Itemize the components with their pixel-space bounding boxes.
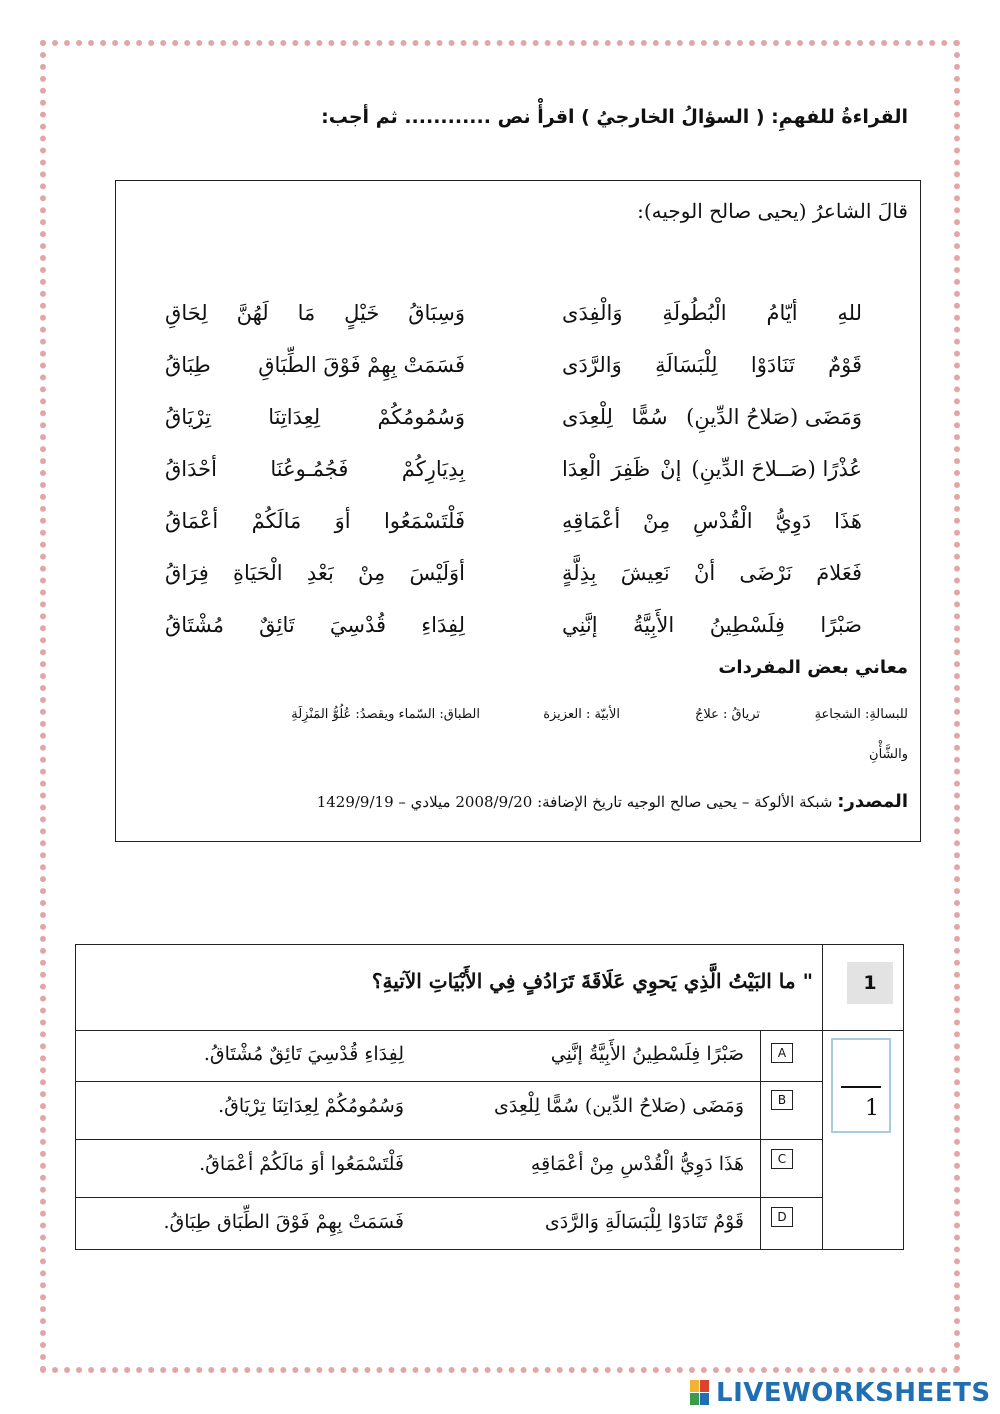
liveworksheets-footer[interactable] [690,1376,991,1410]
verse-word: فِلَسْطِينُ [709,613,785,637]
verse-word: مَالَكُمْ [251,509,302,533]
verse-word: تَنَادَوْا [750,353,795,377]
verse-word: الْبُطُولَةِ [662,301,727,325]
verse-word: دَوِيُّ [775,509,812,533]
verse-row [116,447,920,491]
option-d[interactable] [76,1199,760,1255]
verse-word: خَيْلٍ [344,301,380,325]
verse-hemistich-second [165,447,465,491]
verse-hemistich-second [165,291,465,335]
verse-word: لِحَاقِ [165,301,208,325]
verse-word: الأَبِيَّةُ [632,613,675,637]
verse-word: وَمَضَى (صَلاحُ الدِّينِ) [686,405,862,429]
verse-row [116,343,920,387]
verse-hemistich-second [165,499,465,543]
option-b-checkbox[interactable]: B [771,1090,793,1110]
verse-word: أيّامُ [766,301,798,325]
option-hemistich-1: وَمَضَى (صَلاحُ الدِّين) سُمًّا لِلْعِدَى [494,1095,744,1117]
verse-word: أعْمَاقُ [165,509,219,533]
verse-hemistich-second [165,551,465,595]
verse-row [116,499,920,543]
verse-word: وَالرَّدَى [562,353,622,377]
verse-row [116,395,920,439]
verse-word: إنْ [660,457,682,481]
option-a-checkbox[interactable]: A [771,1043,793,1063]
verse-word: لِعِدَاتِنَا [268,405,321,429]
verse-hemistich-first [562,551,862,595]
verse-word: وَسِبَاقُ [408,301,465,325]
verse-hemistich-second [165,343,465,387]
liveworksheets-brand: LIVEWORKSHEETS [716,1378,991,1408]
verse-word: تِرْيَاقُ [165,405,211,429]
verse-word: مُشْتَاقُ [165,613,225,637]
verse-word: سُمًّا [631,405,668,429]
verse-hemistich-first [562,395,862,439]
verse-word: بِذِلَّةٍ [562,561,597,585]
meaning-item: الأبيّة : العزيزة [543,707,620,722]
verse-word: قَوْمٌ [828,353,862,377]
option-hemistich-2: فَسَمَتْ بِهِمْ فَوْقَ الطِّبَاق طِبَاقُ. [163,1211,404,1233]
verse-word: ظَفِرَ [611,457,651,481]
verse-word: عُذْرًا (صَــلاحَ الدِّينِ) [691,457,862,481]
verse-word: لِفِدَاءِ [421,613,465,637]
verse-word: بِدِيَارِكُمْ [401,457,465,481]
verse-word: فَسَمَتْ بِهِمْ فَوْقَ الطِّبَاقِ [258,353,465,377]
verse-word: الْعِدَا [562,457,602,481]
verse-word: تَائِقٌ [259,613,295,637]
verse-word: مِنْ [643,509,671,533]
verse-word: فَلْتَسْمَعُوا [383,509,465,533]
verse-word: فَجُمُـوعُنَا [270,457,349,481]
verse-word: مَا [297,301,316,325]
score-box [831,1038,891,1133]
verse-hemistich-first [562,291,862,335]
verse-word: نَرْضَى [739,561,793,585]
verse-word: فِرَاقُ [165,561,209,585]
verse-hemistich-second [165,395,465,439]
verse-word: فَعَلامَ [816,561,862,585]
verse-word: أعْمَاقِهِ [562,509,621,533]
source-label: المصدر: [837,791,908,812]
verse-hemistich-first [562,499,862,543]
option-c-checkbox[interactable]: C [771,1149,793,1169]
verse-row [116,291,920,335]
verse-word: بَعْدِ [306,561,334,585]
meaning-item: ترياقُ : علاجُ [694,707,760,722]
table-divider [76,1139,822,1140]
verse-word: الْحَيَاةِ [233,561,283,585]
option-b[interactable] [76,1083,760,1139]
verse-word: لِلْعِدَى [562,405,613,429]
verse-word: وَسُمُومُكُمْ [377,405,465,429]
option-hemistich-1: هَذَا دَوِيُّ الْقُدْسِ مِنْ أعْمَاقِهِ [530,1153,744,1175]
score-value: 1 [865,1096,879,1121]
verse-hemistich-first [562,603,862,647]
option-hemistich-2: فَلْتَسْمَعُوا أوَ مَالَكُمْ أعْمَاقُ. [199,1153,404,1175]
verse-word: الْقُدْسِ [693,509,753,533]
option-d-checkbox[interactable]: D [771,1207,793,1227]
verse-word: أحْدَاقُ [165,457,217,481]
source-line [317,791,908,812]
verse-row [116,603,920,647]
verse-word: مِنْ [358,561,386,585]
score-fraction-line [841,1086,881,1088]
verse-word: أنْ [693,561,716,585]
verse-hemistich-first [562,343,862,387]
poet-intro: قالَ الشاعرُ (يحيى صالح الوجيه): [637,199,908,223]
verse-word: هَذَا [834,509,862,533]
verse-word: إنَّنِي [562,613,598,637]
verse-word: طِبَاقُ [165,353,211,377]
liveworksheets-logo-icon [690,1380,710,1406]
question-text: " ما البَيْتُ الَّذِي يَحوِي عَلَاقَةَ تَرَادُفٍ فِي الأَبْيَاتِ الآتيةِ؟ [371,969,813,993]
source-text: شبكة الألوكة – يحيى صالح الوجيه تاريخ الإضافة: 2008/9/20 ميلادي – 1429/9/19 [316,793,833,811]
verse-row [116,551,920,595]
verse-word: قُدْسِيَ [329,613,387,637]
option-a[interactable] [76,1031,760,1087]
meaning-item: للبسالةِ: الشجاعةِ [814,707,908,722]
verse-word: لَهُنَّ [236,301,269,325]
question-table [75,944,904,1250]
option-hemistich-1: قَوْمٌ تَنَادَوْا لِلْبَسَالَةِ وَالرَّدَى [544,1211,744,1233]
verse-word: أوَ [334,509,351,533]
verse-hemistich-second [165,603,465,647]
option-hemistich-1: صَبْرًا فِلَسْطِينُ الأَبِيَّةُ إنَّنِي [550,1043,744,1065]
table-divider [760,1031,761,1249]
table-divider [76,1197,822,1198]
verse-word: لِلْبَسَالَةِ [655,353,718,377]
option-c[interactable] [76,1141,760,1197]
option-hemistich-2: وَسُمُومُكُمْ لِعِدَاتِنَا تِرْيَاقُ. [218,1095,404,1117]
verse-word: نَعِيشَ [620,561,670,585]
verse-word: صَبْرًا [820,613,862,637]
verse-word: وَالْفِدَى [562,301,623,325]
verse-word: للهِ [837,301,862,325]
verse-hemistich-first [562,447,862,491]
meaning-continuation: والشَّأْنِ [869,747,908,762]
question-number: 1 [847,962,893,1004]
reading-text-box [115,180,921,842]
option-hemistich-2: لِفِدَاءِ قُدْسِيَ تَائِقٌ مُشْتَاقُ. [203,1043,404,1065]
meaning-item: الطباق: السّماء ويقصدُ: عُلُوُّ المَنْزِلَةِ [291,707,480,722]
instruction-heading: القراءةُ للفهمِ: ( السؤالُ الخارجيُ ) اقرأْ نص ............ ثم أجب: [321,106,908,128]
verse-word: أوَلَيْسَ [409,561,465,585]
table-divider [822,945,823,1249]
meanings-title: معاني بعض المفردات [718,657,908,678]
